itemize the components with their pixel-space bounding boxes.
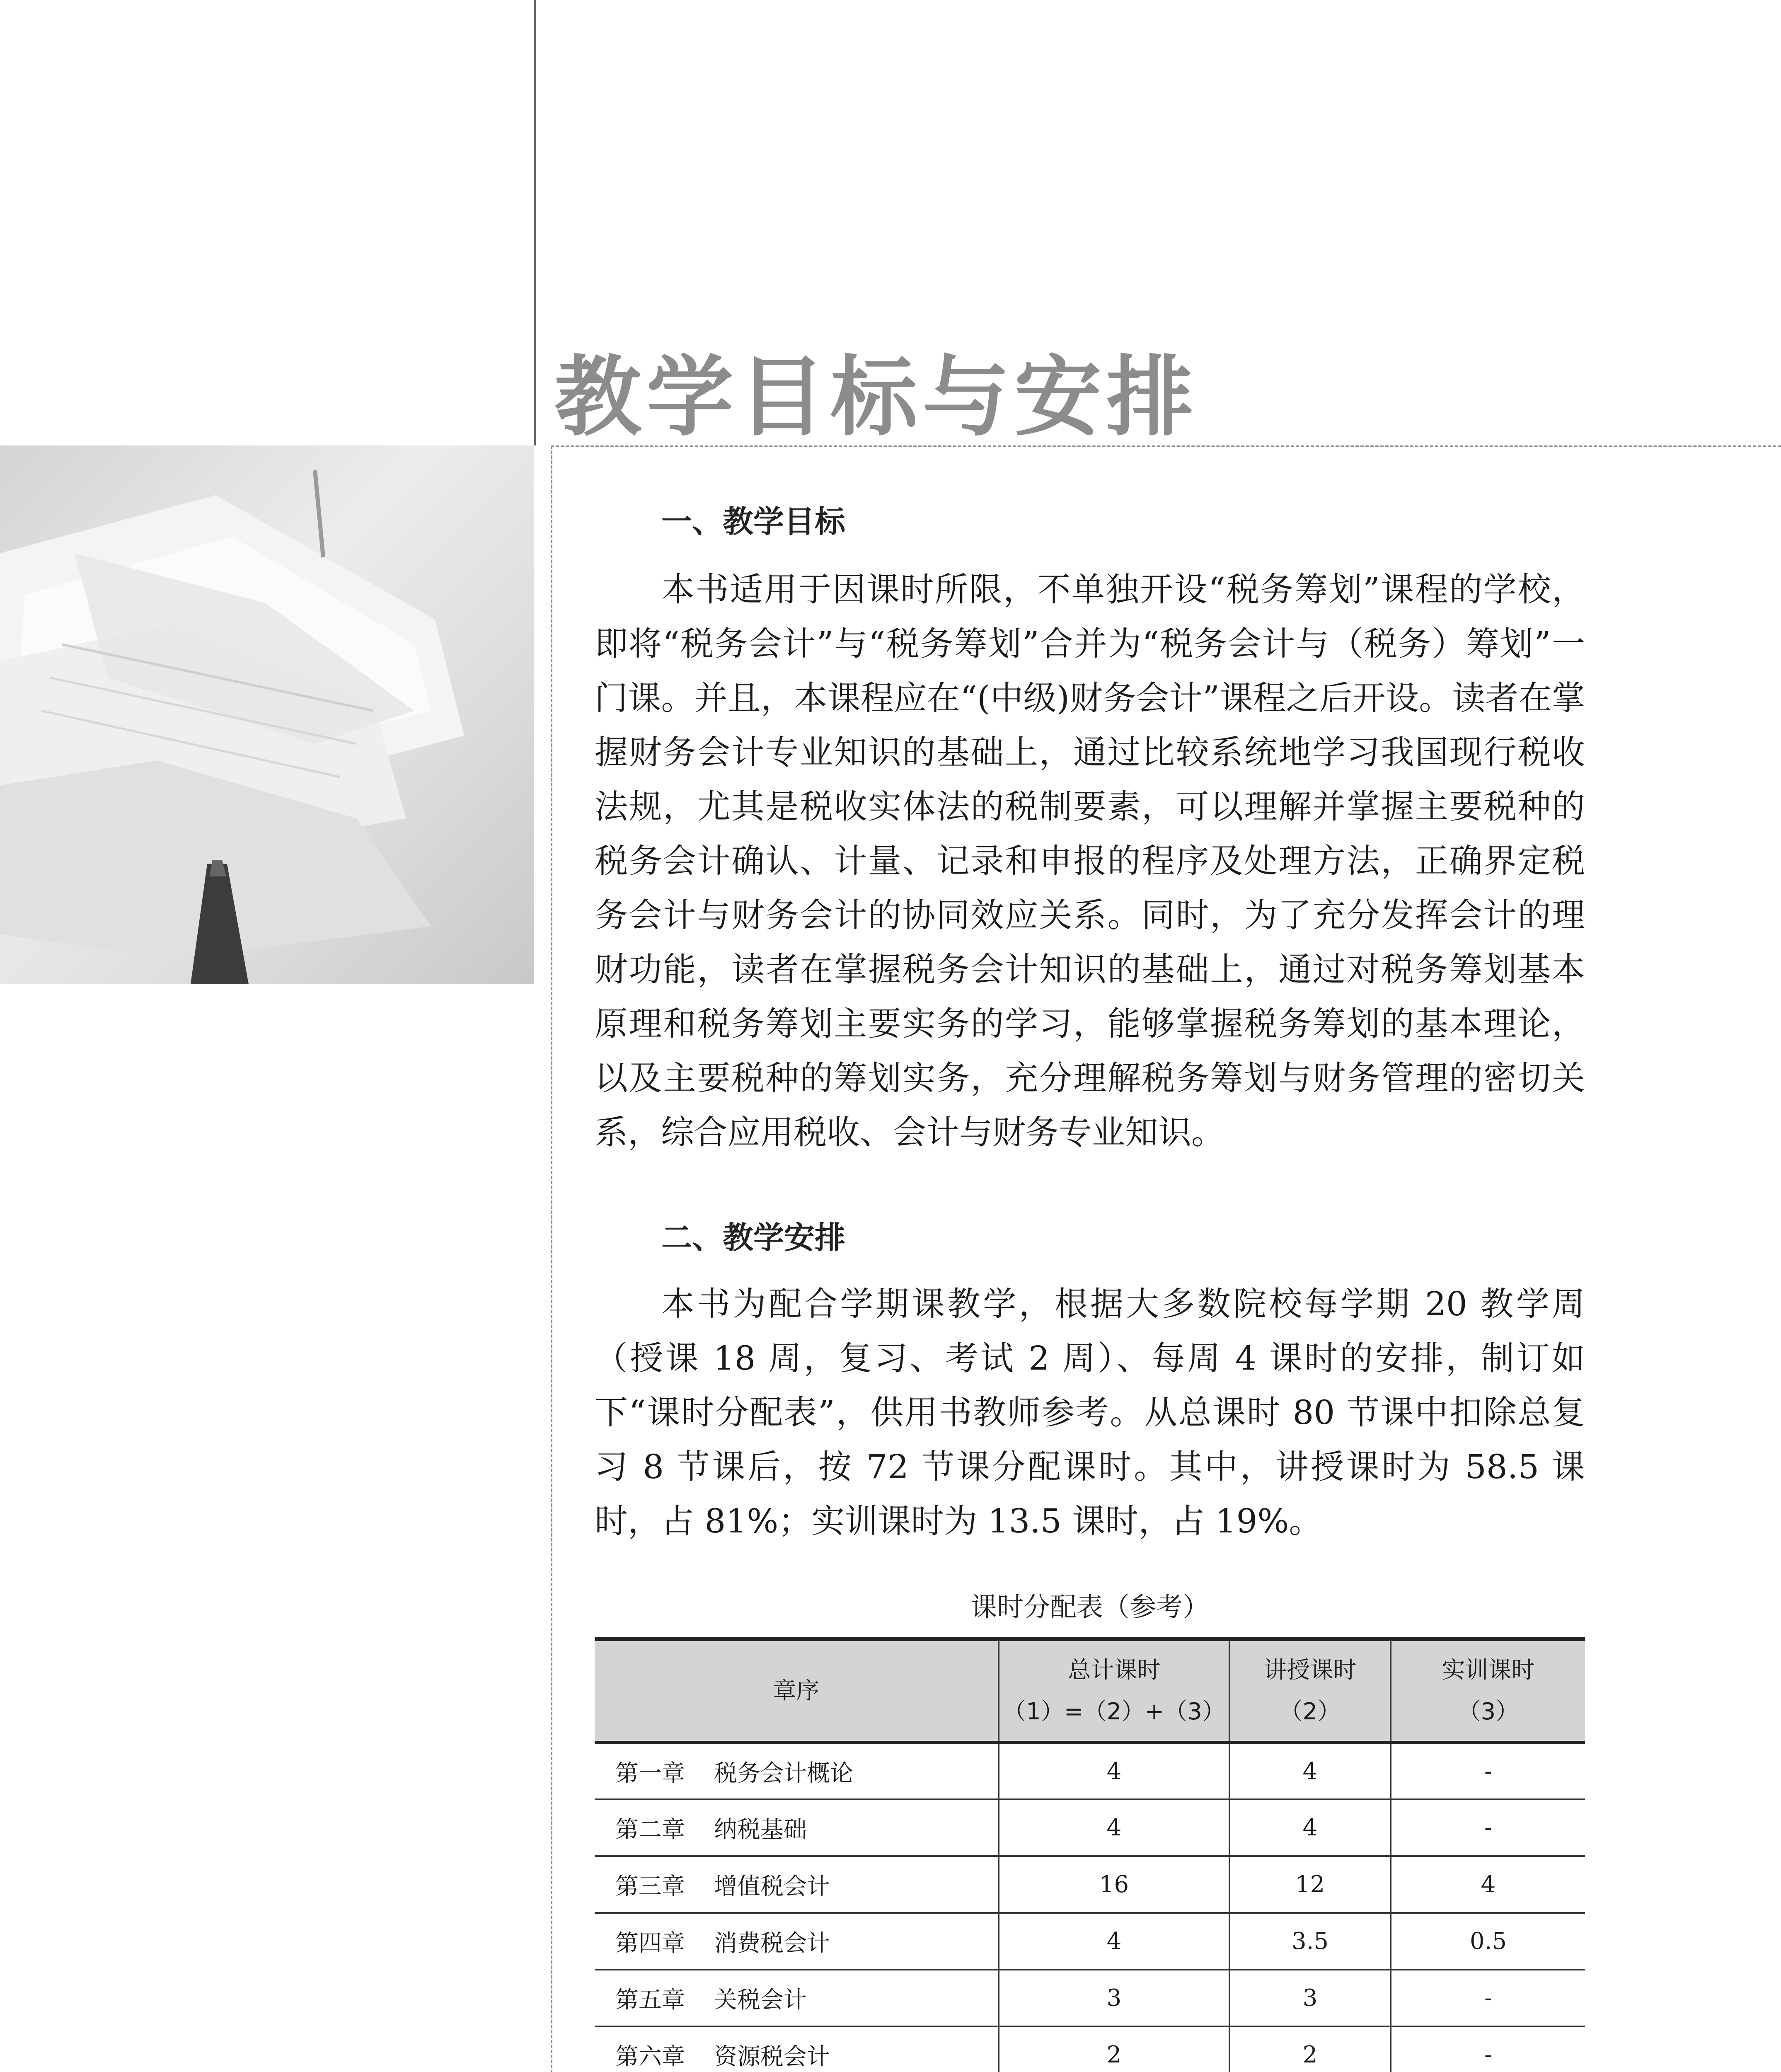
cell-total: 16 xyxy=(999,1856,1229,1913)
table-row xyxy=(595,1913,1585,1970)
table-row xyxy=(595,1970,1585,2026)
vertical-divider-top xyxy=(534,0,536,445)
cell-practice: - xyxy=(1391,2026,1585,2072)
cell-practice: - xyxy=(1391,1970,1585,2026)
cell-total: 4 xyxy=(999,1913,1229,1970)
cell-lecture: 4 xyxy=(1229,1799,1391,1856)
cell-lecture: 12 xyxy=(1229,1856,1391,1913)
page-title: 教学目标与安排 xyxy=(554,346,1199,448)
paragraph-objectives: 本书适用于因课时所限，不单独开设“税务筹划”课程的学校，即将“税务会计”与“税务筹划”合并为“税务会计与（税务）筹划”一门课。并且，本课程应在“(中级)财务会计”课程之后开设。读者在掌握财务会计专业知识的基础上，通过比较系统地学习我国现行税收法规，尤其是税收实体法的税制要素，可以理解并掌握主要税种的税务会计确认、计量、记录和申报的程序及处理方法，正确界定税务会计与财务会计的协同效应关系。同时，为了充分发挥会计的理财功能，读者在掌握税务会计知识的基础上，通过对税务筹划基本原理和税务筹划主要实务的学习，能够掌握税务筹划的基本理论，以及主要税种的筹划实务，充分理解税务筹划与财务管理的密切关系，综合应用税收、会计与财务专业知识。 xyxy=(595,570,1585,1152)
cell-chapter: 第六章 资源税会计 xyxy=(595,2026,999,2072)
table-row xyxy=(595,1799,1585,1856)
header-total-hours: 总计课时 （1）=（2）+（3） xyxy=(999,1639,1229,1743)
table-row xyxy=(595,1743,1585,1799)
cell-lecture: 4 xyxy=(1229,1743,1391,1799)
cell-chapter: 第一章 税务会计概论 xyxy=(615,1760,853,1787)
cell-chapter: 第五章 关税会计 xyxy=(595,1970,999,2026)
cell-chapter: 第四章 消费税会计 xyxy=(595,1913,999,1970)
table-row xyxy=(595,1856,1585,1913)
paragraph-schedule: 本书为配合学期课教学，根据大多数院校每学期 20 教学周（授课 18 周，复习、考试 2 周）、每周 4 课时的安排，制订如下“课时分配表”，供用书教师参考。从总课时 80 节课中扣除总复习 8 节课后，按 72 节课分配课时。其中，讲授课时为 58.5 课时，占 81%；实训课时为 13.5 课时，占 19%。 xyxy=(595,1285,1585,1540)
cell-lecture: 3.5 xyxy=(1229,1913,1391,1970)
cell-practice: 0.5 xyxy=(1391,1913,1585,1970)
cell-lecture: 2 xyxy=(1229,2026,1391,2072)
table-caption: 课时分配表（参考） xyxy=(970,1592,1209,1623)
table-row xyxy=(595,2026,1585,2072)
cell-total: 4 xyxy=(999,1743,1229,1799)
header-lecture-hours: 讲授课时 （2） xyxy=(1229,1639,1391,1743)
cell-total: 2 xyxy=(999,2026,1229,2072)
section-heading-objectives: 一、教学目标 xyxy=(661,504,845,540)
decorative-paper-photo xyxy=(0,445,534,984)
cell-practice: - xyxy=(1391,1799,1585,1856)
section-heading-schedule: 二、教学安排 xyxy=(661,1220,845,1256)
cell-practice: - xyxy=(1391,1743,1585,1799)
cell-total: 3 xyxy=(999,1970,1229,2026)
cell-chapter: 第二章 纳税基础 xyxy=(595,1799,999,1856)
vertical-divider-dashed xyxy=(551,445,552,2072)
cell-practice: 4 xyxy=(1391,1856,1585,1913)
header-practice-hours: 实训课时 （3） xyxy=(1391,1639,1585,1743)
hours-allocation-table xyxy=(595,1637,1585,2072)
table-header-row xyxy=(595,1639,1585,1743)
cell-lecture: 3 xyxy=(1229,1970,1391,2026)
cell-chapter: 第三章 增值税会计 xyxy=(595,1856,999,1913)
header-chapter: 章序 xyxy=(595,1639,999,1743)
cell-total: 4 xyxy=(999,1799,1229,1856)
